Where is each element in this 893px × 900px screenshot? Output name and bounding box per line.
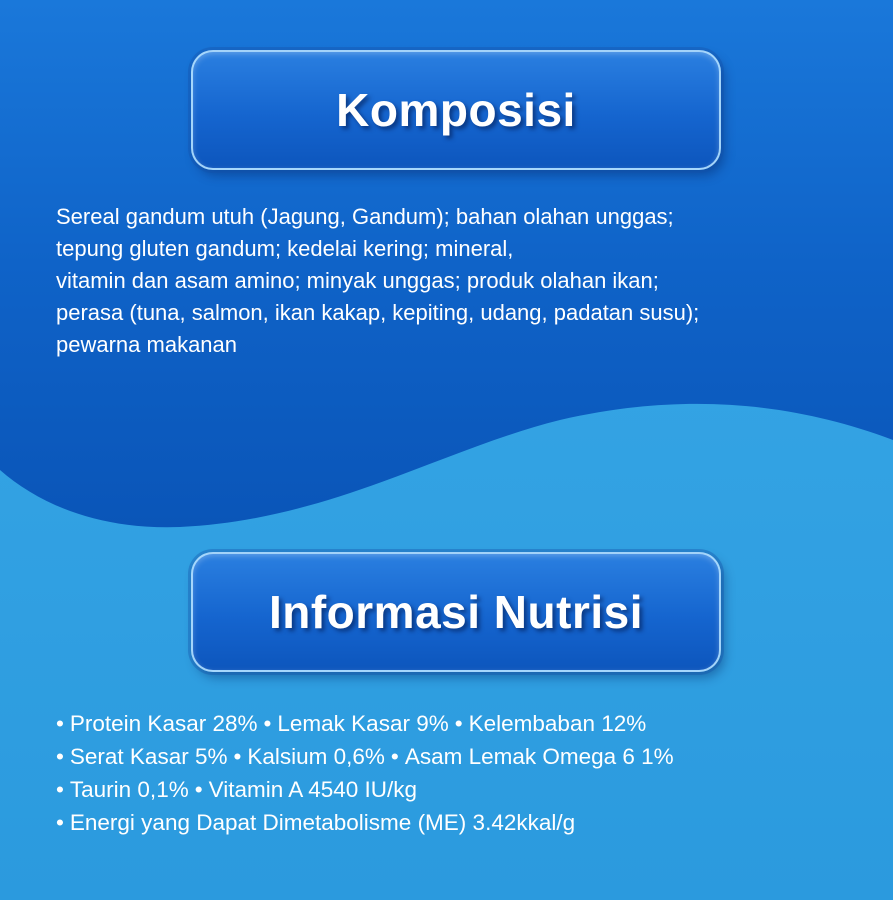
nutrition-item: Energi yang Dapat Dimetabolisme (ME) 3.42kkal/g <box>69 810 576 835</box>
nutrition-title-box <box>191 552 721 672</box>
nutrition-item: Kalsium 0,6% <box>247 744 385 769</box>
bullet-icon: • <box>233 744 242 769</box>
bullet-icon: • <box>390 744 399 769</box>
nutrition-list <box>56 707 876 839</box>
composition-line: Sereal gandum utuh (Jagung, Gandum); bahan olahan unggas; <box>56 204 674 229</box>
bullet-icon: • <box>194 777 203 802</box>
composition-title: Komposisi <box>336 84 576 136</box>
composition-line: tepung gluten gandum; kedelai kering; mineral, <box>56 236 514 261</box>
nutrition-item: Kelembaban 12% <box>468 711 647 736</box>
composition-line: perasa (tuna, salmon, ikan kakap, kepiting, udang, padatan susu); <box>56 300 700 325</box>
bullet-icon: • <box>56 810 64 835</box>
nutrition-item: Protein Kasar 28% <box>69 711 258 736</box>
nutrition-line <box>56 740 876 773</box>
bullet-icon: • <box>56 744 64 769</box>
nutrition-item: Vitamin A 4540 IU/kg <box>208 777 418 802</box>
composition-line: vitamin dan asam amino; minyak unggas; produk olahan ikan; <box>56 268 659 293</box>
bullet-icon: • <box>454 711 463 736</box>
nutrition-item: Asam Lemak Omega 6 1% <box>404 744 674 769</box>
nutrition-item: Taurin 0,1% <box>69 777 189 802</box>
bullet-icon: • <box>263 711 272 736</box>
bullet-icon: • <box>56 777 64 802</box>
composition-title-box <box>191 50 721 170</box>
nutrition-item: Serat Kasar 5% <box>69 744 228 769</box>
nutrition-line <box>56 806 876 839</box>
bullet-icon: • <box>56 711 64 736</box>
nutrition-item: Lemak Kasar 9% <box>277 711 449 736</box>
composition-line: pewarna makanan <box>56 332 238 357</box>
composition-text <box>56 201 856 361</box>
nutrition-title: Informasi Nutrisi <box>268 586 643 638</box>
nutrition-line <box>56 707 876 740</box>
nutrition-line <box>56 773 876 806</box>
